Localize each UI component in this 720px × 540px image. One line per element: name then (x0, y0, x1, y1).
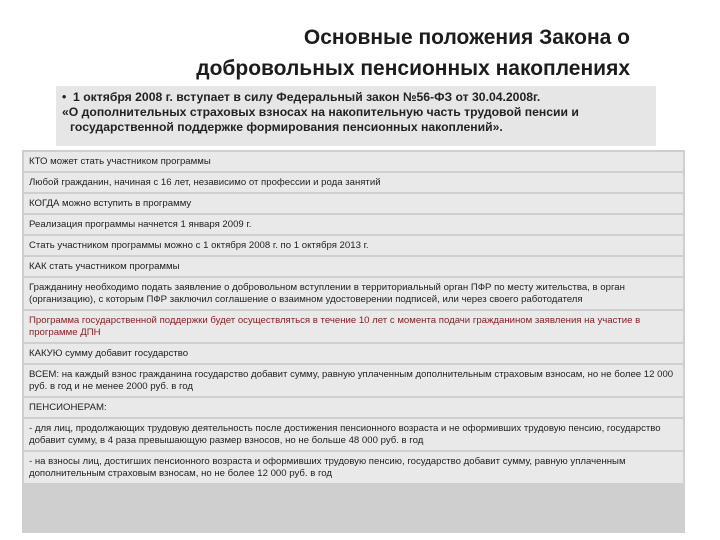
row-amount-all: ВСЕМ: на каждый взнос гражданина государство добавит сумму, равную уплаченным дополнительным страховым взносам, но не более 12 000 руб. в год и не менее 2000 руб. в год (24, 365, 683, 396)
row-pensioners-heading: ПЕНСИОНЕРАМ: (24, 398, 683, 417)
row-support-duration: Программа государственной поддержки будет осуществляться в течение 10 лет с момента подачи гражданином заявления на участие в программе ДПН (24, 311, 683, 342)
row-how-heading: КАК стать участником программы (24, 257, 683, 276)
intro-law-title: «О дополнительных страховых взносах на накопительную часть трудовой пенсии и государственной поддержке формирования пенсионных накоплений». (62, 105, 579, 134)
row-how-answer: Гражданину необходимо подать заявление о добровольном вступлении в территориальный орган ПФР по месту жительства, в орган (организацию), с которым ПФР заключил соглашение о взаимном удостоверении подписей, или через своего работодателя (24, 278, 683, 309)
row-who-heading: КТО может стать участником программы (24, 152, 683, 171)
intro-block (56, 86, 656, 146)
row-when-period: Стать участником программы можно с 1 октября 2008 г. по 1 октября 2013 г. (24, 236, 683, 255)
slide-title-line-1: Основные положения Закона о (303, 26, 630, 49)
program-info-table (22, 150, 685, 533)
row-pensioners-working: - для лиц, продолжающих трудовую деятельность после достижения пенсионного возраста и не оформивших трудовую пенсию, государство добавит сумму, в 4 раза превышающую размер взносов, но не больше 48 000 руб. в год (24, 419, 683, 450)
row-when-heading: КОГДА можно вступить в программу (24, 194, 683, 213)
intro-bullet: • 1 октября 2008 г. вступает в силу Федеральный закон №56-ФЗ от 30.04.2008г. (62, 90, 650, 105)
slide-title (110, 22, 630, 84)
row-amount-heading: КАКУЮ сумму добавит государство (24, 344, 683, 363)
slide-title-line-2: добровольных пенсионных накоплениях (196, 57, 630, 80)
row-who-answer: Любой гражданин, начиная с 16 лет, независимо от профессии и рода занятий (24, 173, 683, 192)
row-pensioners-retired: - на взносы лиц, достигших пенсионного возраста и оформивших трудовую пенсию, государство добавит сумму, равную уплаченным дополнительным страховым взносам, но не более 12 000 руб. в год (24, 452, 683, 483)
row-when-start: Реализация программы начнется 1 января 2009 г. (24, 215, 683, 234)
